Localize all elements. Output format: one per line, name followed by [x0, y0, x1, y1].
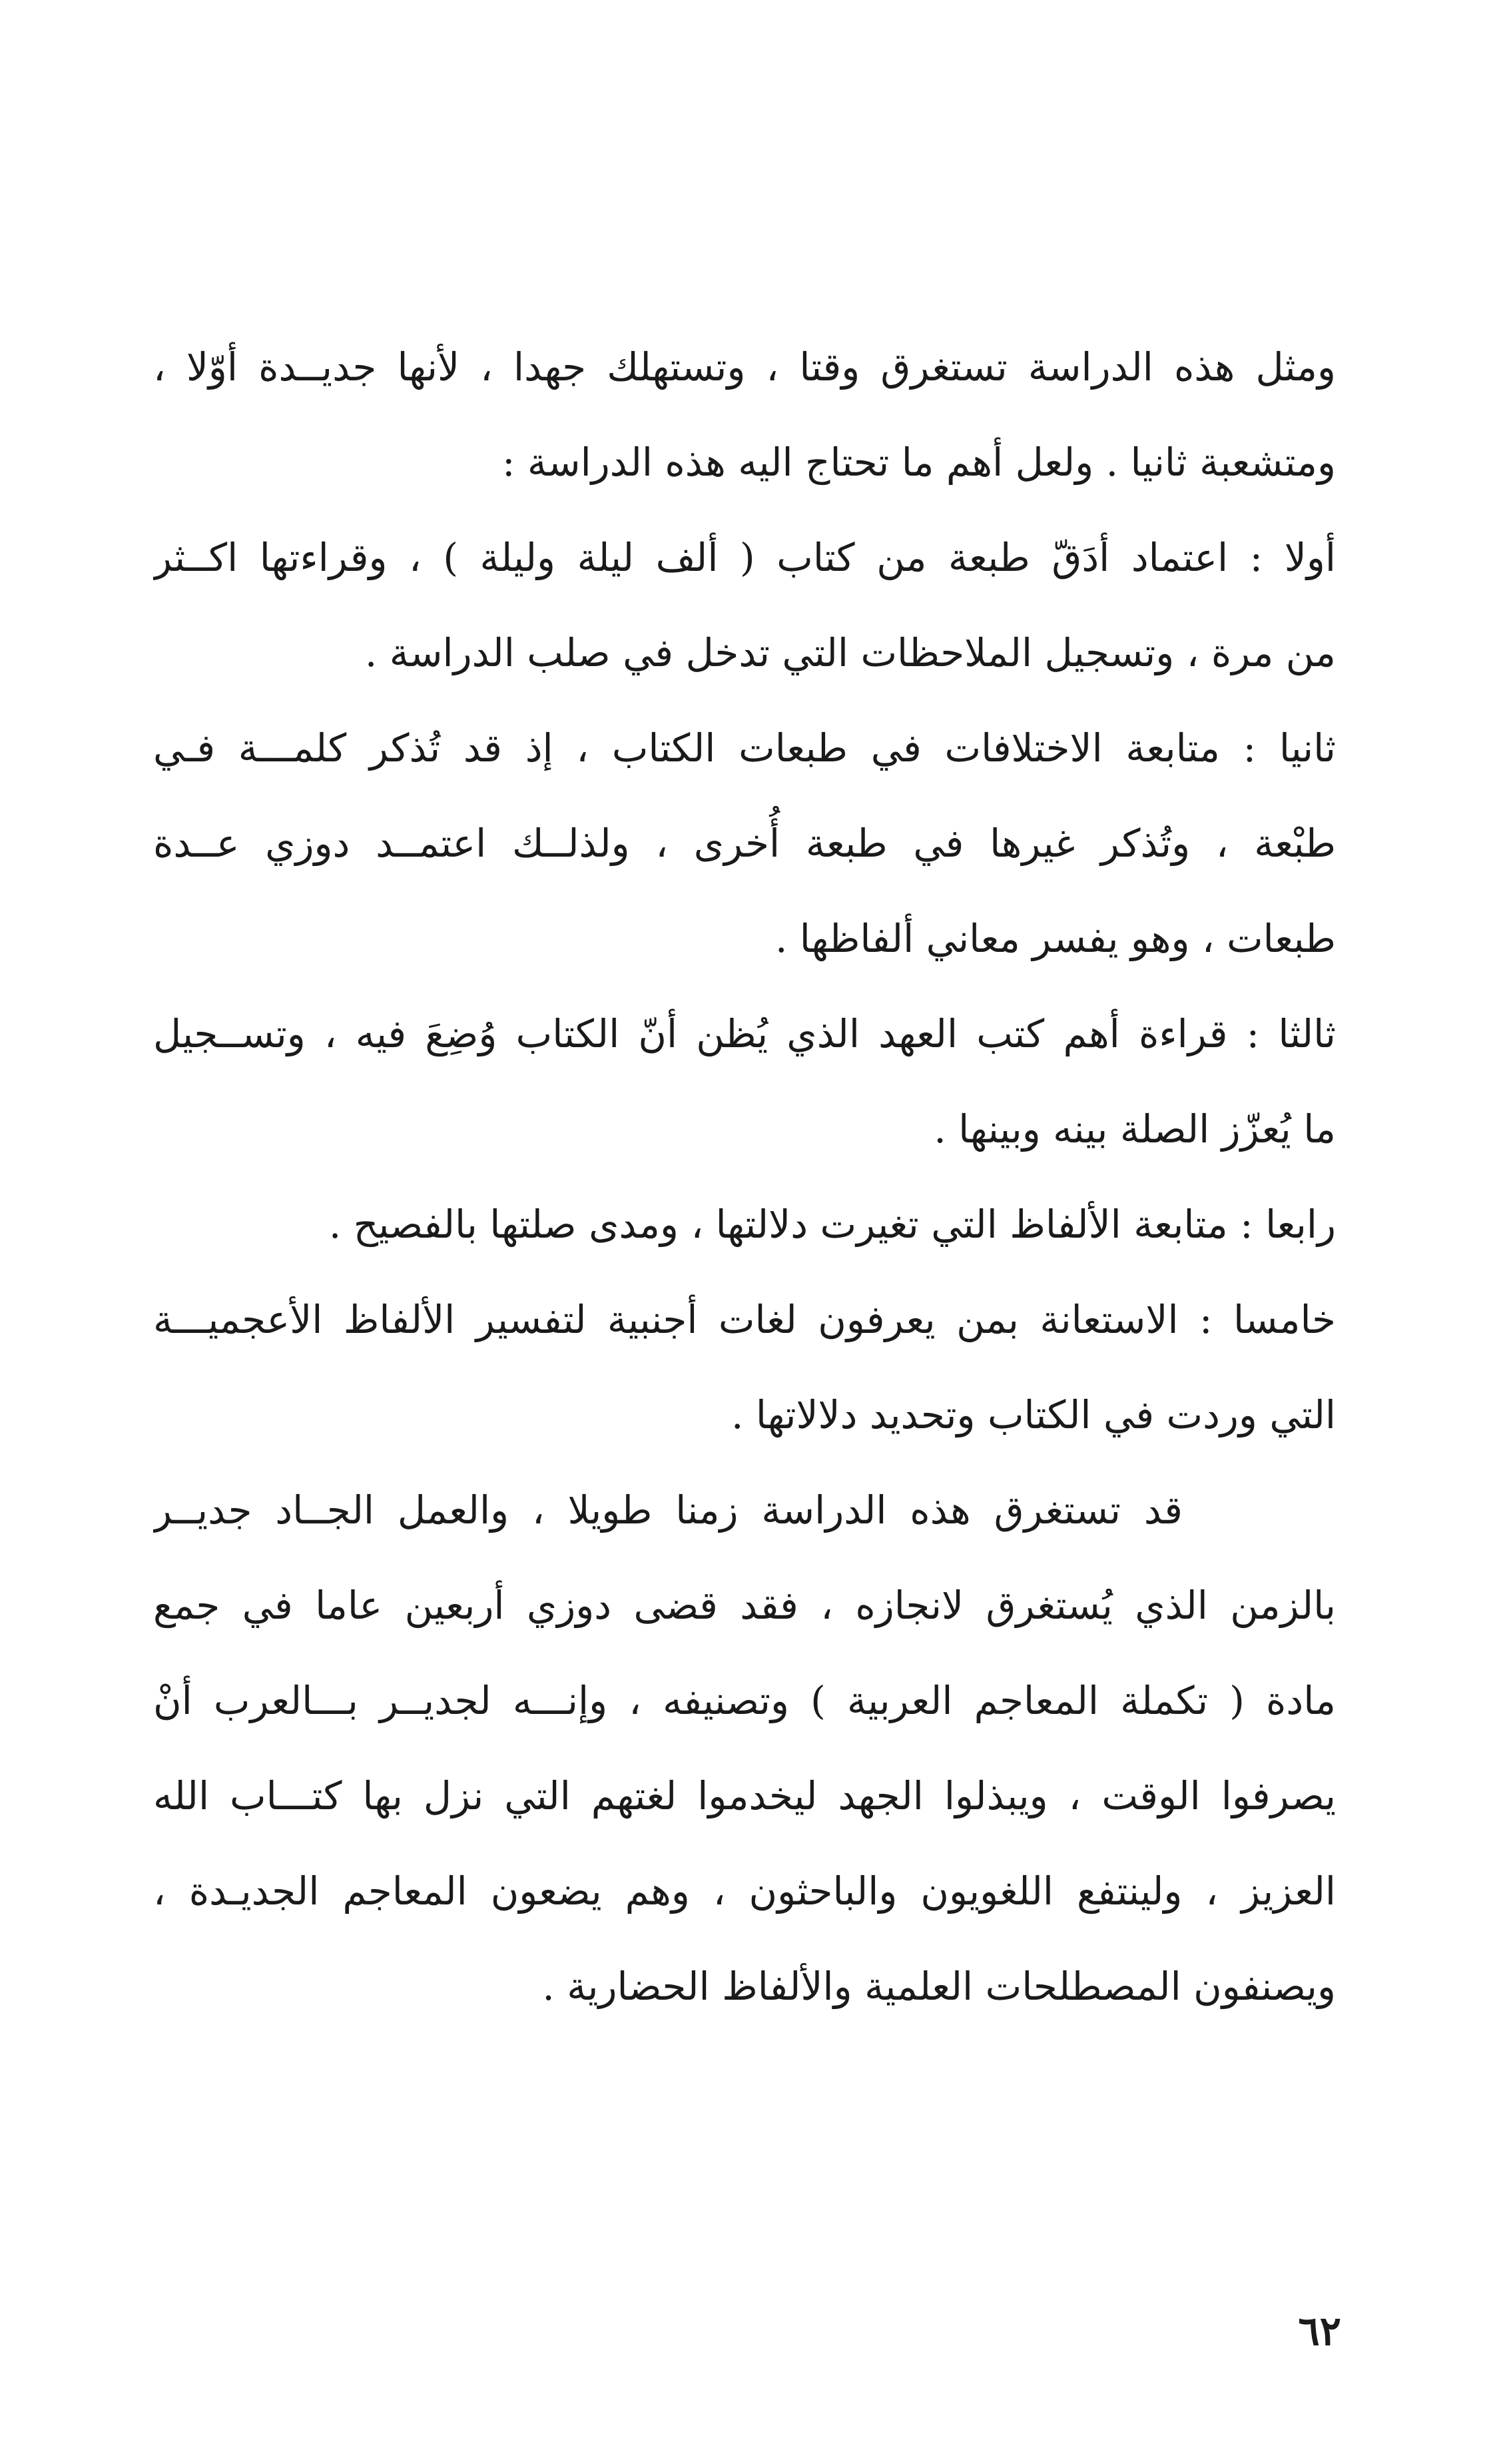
- text-line: طبعات ، وهو يفسر معاني ألفاظها .: [774, 916, 1336, 961]
- text-line: ومتشعبة ثانيا . ولعل أهم ما تحتاج اليه هذه الدراسة :: [501, 440, 1336, 485]
- text-line: أولا : اعتماد أدَقّ طبعة من كتاب ( ألف ليلة وليلة ) ، وقراءتها اكــثر: [153, 535, 1336, 580]
- text-line: ومثل هذه الدراسة تستغرق وقتا ، وتستهلك جهدا ، لأنها جديــدة أوّلا ،: [153, 344, 1336, 390]
- page-number: ٦٢: [1298, 2308, 1341, 2355]
- text-line: مادة ( تكملة المعاجم العربية ) وتصنيفه ، وإنـــه لجديــر بـــالعرب أنْ: [153, 1678, 1336, 1723]
- text-line: خامسا : الاستعانة بمن يعرفون لغات أجنبية لتفسير الألفاظ الأعجميـــة: [153, 1297, 1336, 1342]
- text-line: ثانيا : متابعة الاختلافات في طبعات الكتاب ، إذ قد تُذكر كلمـــة فـي: [153, 725, 1336, 771]
- text-line: يصرفوا الوقت ، ويبذلوا الجهد ليخدموا لغتهم التي نزل بها كتـــاب الله: [153, 1773, 1336, 1819]
- text-line: من مرة ، وتسجيل الملاحظات التي تدخل في صلب الدراسة .: [364, 630, 1336, 675]
- text-line: ثالثا : قراءة أهم كتب العهد الذي يُظن أنّ الكتاب وُضِعَ فيه ، وتســجيل: [153, 1011, 1336, 1056]
- text-line: ويصنفون المصطلحات العلمية والألفاظ الحضارية .: [542, 1964, 1336, 2009]
- text-line: طبْعة ، وتُذكر غيرها في طبعة أُخرى ، ولذلــك اعتمــد دوزي عــدة: [153, 821, 1336, 866]
- text-line: التي وردت في الكتاب وتحديد دلالاتها .: [731, 1392, 1336, 1437]
- text-line: رابعا : متابعة الألفاظ التي تغيرت دلالتها ، ومدى صلتها بالفصيح .: [328, 1202, 1336, 1247]
- text-line: ما يُعزّز الصلة بينه وبينها .: [934, 1106, 1336, 1152]
- body-text: [153, 320, 1336, 2034]
- text-line: العزيز ، ولينتفع اللغويون والباحثون ، وهم يضعون المعاجم الجديـدة ،: [153, 1868, 1336, 1914]
- text-line: قد تستغرق هذه الدراسة زمنا طويلا ، والعمل الجــاد جديــر: [153, 1487, 1183, 1533]
- text-line: بالزمن الذي يُستغرق لانجازه ، فقد قضى دوزي أربعين عاما في جمع: [153, 1583, 1336, 1628]
